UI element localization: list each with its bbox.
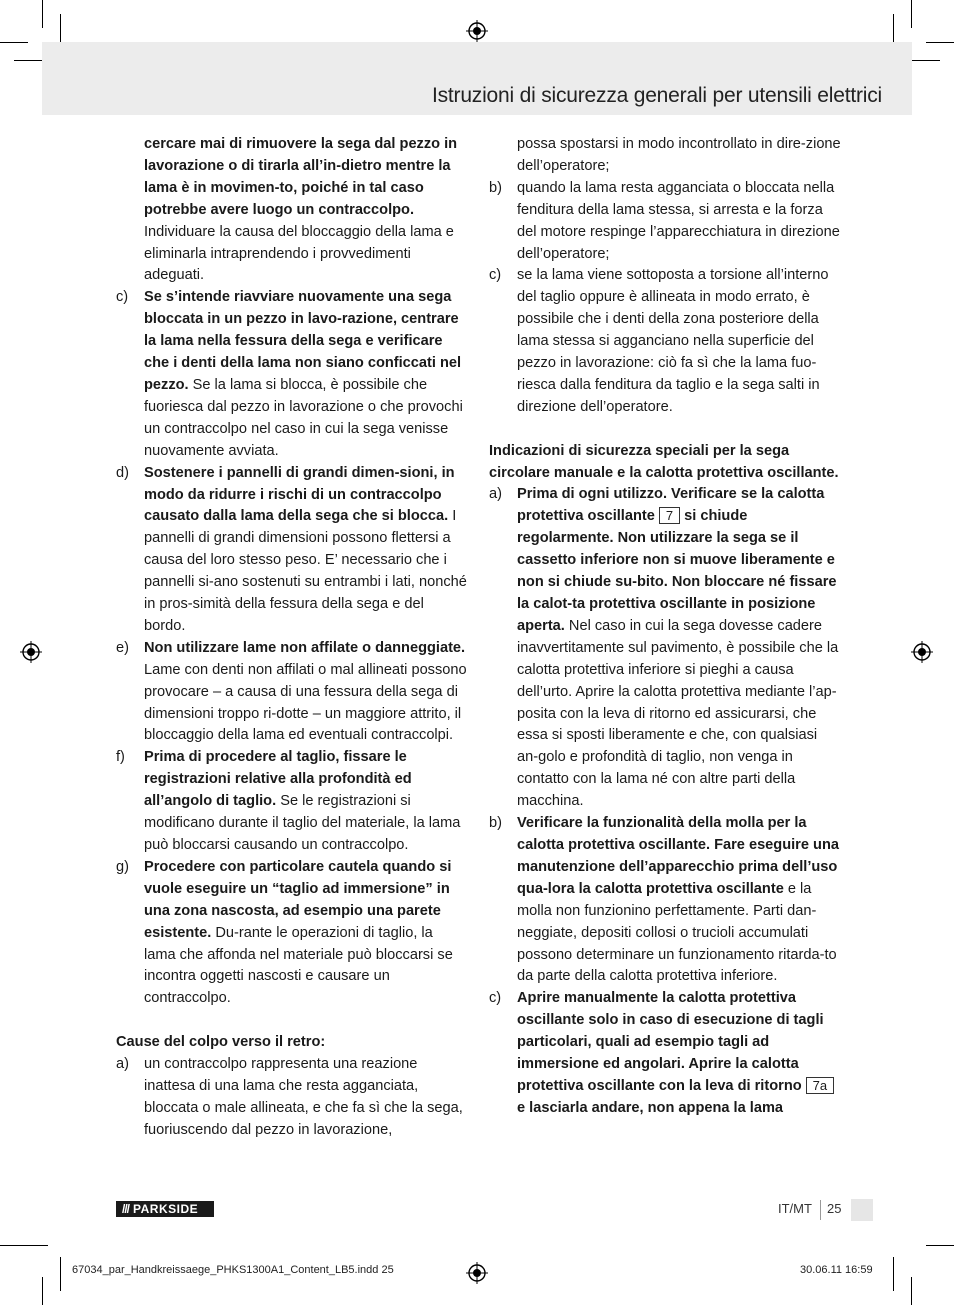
crop-mark: [926, 1245, 954, 1246]
spacer: [116, 1010, 468, 1032]
item-bold-text: Sostenere i pannelli di grandi dimen-sioni, in modo da ridurre i rischi di un contraccolpo causato dalla lama della sega che si blocca.: [144, 464, 455, 525]
list-item: [116, 287, 468, 462]
list-item: [116, 134, 468, 287]
crop-mark: [0, 42, 28, 43]
item-text: possa spostarsi in modo incontrollato in dire-zione dell’operatore;: [517, 136, 841, 174]
list-item: [489, 134, 841, 178]
item-bold-text: Se s’intende riavviare nuovamente una sega bloccata in un pezzo in lavo-razione, centrare la lama nella fessura della sega e verificare che i denti della lama non siano conficcati nel pezzo.: [144, 289, 462, 393]
registration-mark-icon: [466, 1262, 488, 1284]
item-text: e la molla non funzionino perfettamente. Parti dan-neggiate, depositi collosi o trucioli accumulati possono determinare un funzionamento ritarda-to da parte della calotta protettiva inferiore.: [517, 880, 837, 985]
crop-mark: [926, 42, 954, 43]
item-bold-text: Procedere con particolare cautela quando si vuole eseguire un “taglio ad immersione” in una zona nascosta, ad esempio una parete esistente.: [144, 858, 452, 941]
spacer: [489, 419, 841, 441]
item-text: Nel caso in cui la sega dovesse cadere inavvertitamente sul pavimento, è possibile che la calotta protettiva inferiore si pieghi a causa dell’urto. Aprire la calotta protettiva mediante l’ap-posita con la leva di ritorno ed assicurarsi, che essa si sposti liberamente e che, con qualsiasi an-golo e profondità di taglio, non venga in contatto con la lama né con altre parti della macchina.: [517, 617, 839, 810]
item-text: se la lama viene sottoposta a torsione all’interno del taglio oppure è allineata in modo errato, è possibile che i denti della zona posteriore della lama stessa si agganciano nella superficie del pezzo in lavorazione: ciò fa sì che la lama fuo-riesca dalla fenditura da taglio e la sega salti in direzione dell’operatore.: [517, 267, 829, 415]
item-marker: f): [116, 749, 125, 766]
brand-logo: [116, 1201, 214, 1217]
list-item: [489, 484, 841, 813]
item-marker: d): [116, 464, 129, 481]
page-number: 25: [827, 1201, 842, 1216]
registration-mark-icon: [466, 20, 488, 42]
list-item: [489, 265, 841, 418]
item-bold-text: e lasciarla andare, non appena la lama: [517, 1099, 784, 1116]
item-text: Lame con denti non affilati o mal allineati possono provocare – a causa di una fessura della sega di dimensioni troppo ri-dotte – un maggiore attrito, il bloccaggio della lama ed eventuali contraccolpi.: [144, 661, 467, 744]
crop-mark: [42, 0, 43, 28]
list-item: [489, 178, 841, 266]
figure-reference: 7: [659, 507, 680, 524]
list-item: [116, 463, 468, 638]
right-column: [489, 134, 841, 1120]
item-bold-text: Aprire manualmente la calotta protettiva oscillante solo in caso di esecuzione di tagli particolari, quali ad esempio tagli ad immersione ed angolari. Aprire la calotta protettiva oscillante con la leva di ritorno: [517, 990, 824, 1094]
item-text: Se le registrazioni si modificano durante il taglio del materiale, la lama può bloccarsi causando un contraccolpo.: [144, 793, 461, 853]
item-marker: a): [489, 486, 502, 503]
item-bold-text: Prima di ogni utilizzo. Verificare se la calotta protettiva oscillante: [517, 486, 825, 525]
item-bold-text: si chiude regolarmente. Non utilizzare la sega se il cassetto inferiore non si muove liberamente e non si chiude su-bito. Non bloccare né fissare la calot-ta protettiva oscillante in posizione aperta.: [517, 508, 837, 634]
language-code: IT/MT: [778, 1201, 812, 1216]
item-marker: c): [489, 267, 502, 284]
list-item: [489, 988, 841, 1119]
item-marker: e): [116, 639, 129, 656]
list-item: [116, 638, 468, 748]
item-text: Du-rante le operazioni di taglio, la lama che affonda nel materiale può bloccarsi se incontra oggetti nascosti e causare un contraccolpo.: [144, 924, 453, 1007]
item-text: Se la lama si blocca, è possibile che fuoriesca dal pezzo in lavorazione o che provochi un contraccolpo nel caso in cui la sega venisse nuovamente avviata.: [144, 376, 463, 459]
list-item: [489, 813, 841, 988]
item-text: quando la lama resta agganciata o bloccata nella fenditura della lama stessa, si arresta e la forza del motore respinge l’apparecchiatura in direzione dell’operatore;: [517, 179, 840, 262]
item-bold-text: Non utilizzare lame non affilate o danneggiate.: [144, 639, 466, 656]
list-item: [116, 747, 468, 857]
brand-name: PARKSIDE: [133, 1202, 199, 1216]
list-item: [116, 857, 468, 1010]
list-item: [116, 1054, 468, 1142]
left-column: [116, 134, 468, 1142]
item-marker: g): [116, 858, 129, 875]
slug-timestamp: 30.06.11 16:59: [800, 1264, 873, 1276]
crop-mark: [14, 1245, 48, 1246]
registration-mark-icon: [20, 641, 42, 663]
item-text: I pannelli di grandi dimensioni possono flettersi a causa del loro stesso peso. E’ necessario che i pannelli si-ano sostenuti su entrambi i lati, nonché in pros-simità della fessura della sega e del bordo.: [144, 508, 467, 634]
crop-mark: [42, 1277, 43, 1305]
item-marker: c): [116, 289, 129, 306]
slug-filename: 67034_par_Handkreissaege_PHKS1300A1_Content_LB5.indd 25: [72, 1264, 394, 1276]
section-heading: Indicazioni di sicurezza speciali per la sega circolare manuale e la calotta protettiva oscillante.: [489, 442, 839, 481]
item-bold-text: Prima di procedere al taglio, fissare le registrazioni relative alla profondità ed all’angolo di taglio.: [144, 749, 412, 810]
item-marker: c): [489, 990, 502, 1007]
item-bold-text: Verificare la funzionalità della molla per la calotta protettiva oscillante. Fare eseguire una manutenzione dell’apparecchio prima dell’uso qua-lora la calotta protettiva oscillante: [517, 815, 839, 897]
divider: [820, 1200, 821, 1220]
item-text: un contraccolpo rappresenta una reazione inattesa di una lama che resta agganciata, bloccata o male allineata, e che fa sì che la sega, fuoriuscendo dal pezzo in lavorazione,: [144, 1056, 463, 1138]
item-marker: b): [489, 179, 502, 196]
page-title: Istruzioni di sicurezza generali per utensili elettrici: [431, 84, 882, 107]
section-heading: Cause del colpo verso il retro:: [116, 1034, 326, 1051]
crop-mark: [911, 0, 912, 28]
item-marker: b): [489, 815, 502, 832]
registration-mark-icon: [911, 641, 933, 663]
page-tab: [851, 1199, 873, 1221]
figure-reference: 7a: [806, 1077, 834, 1094]
crop-mark: [911, 1277, 912, 1305]
crop-mark: [893, 1257, 894, 1291]
brand-mark: ///: [122, 1202, 130, 1216]
item-bold-text: cercare mai di rimuovere la sega dal pezzo in lavorazione o di tirarla all’in-dietro mentre la lama è in movimen-to, poiché in tal caso potrebbe avere luogo un contraccolpo.: [144, 136, 458, 218]
crop-mark: [60, 1257, 61, 1291]
item-text: Individuare la causa del bloccaggio della lama e eliminarla intraprendendo i provvedimenti adeguati.: [144, 223, 454, 284]
item-marker: a): [116, 1056, 129, 1073]
